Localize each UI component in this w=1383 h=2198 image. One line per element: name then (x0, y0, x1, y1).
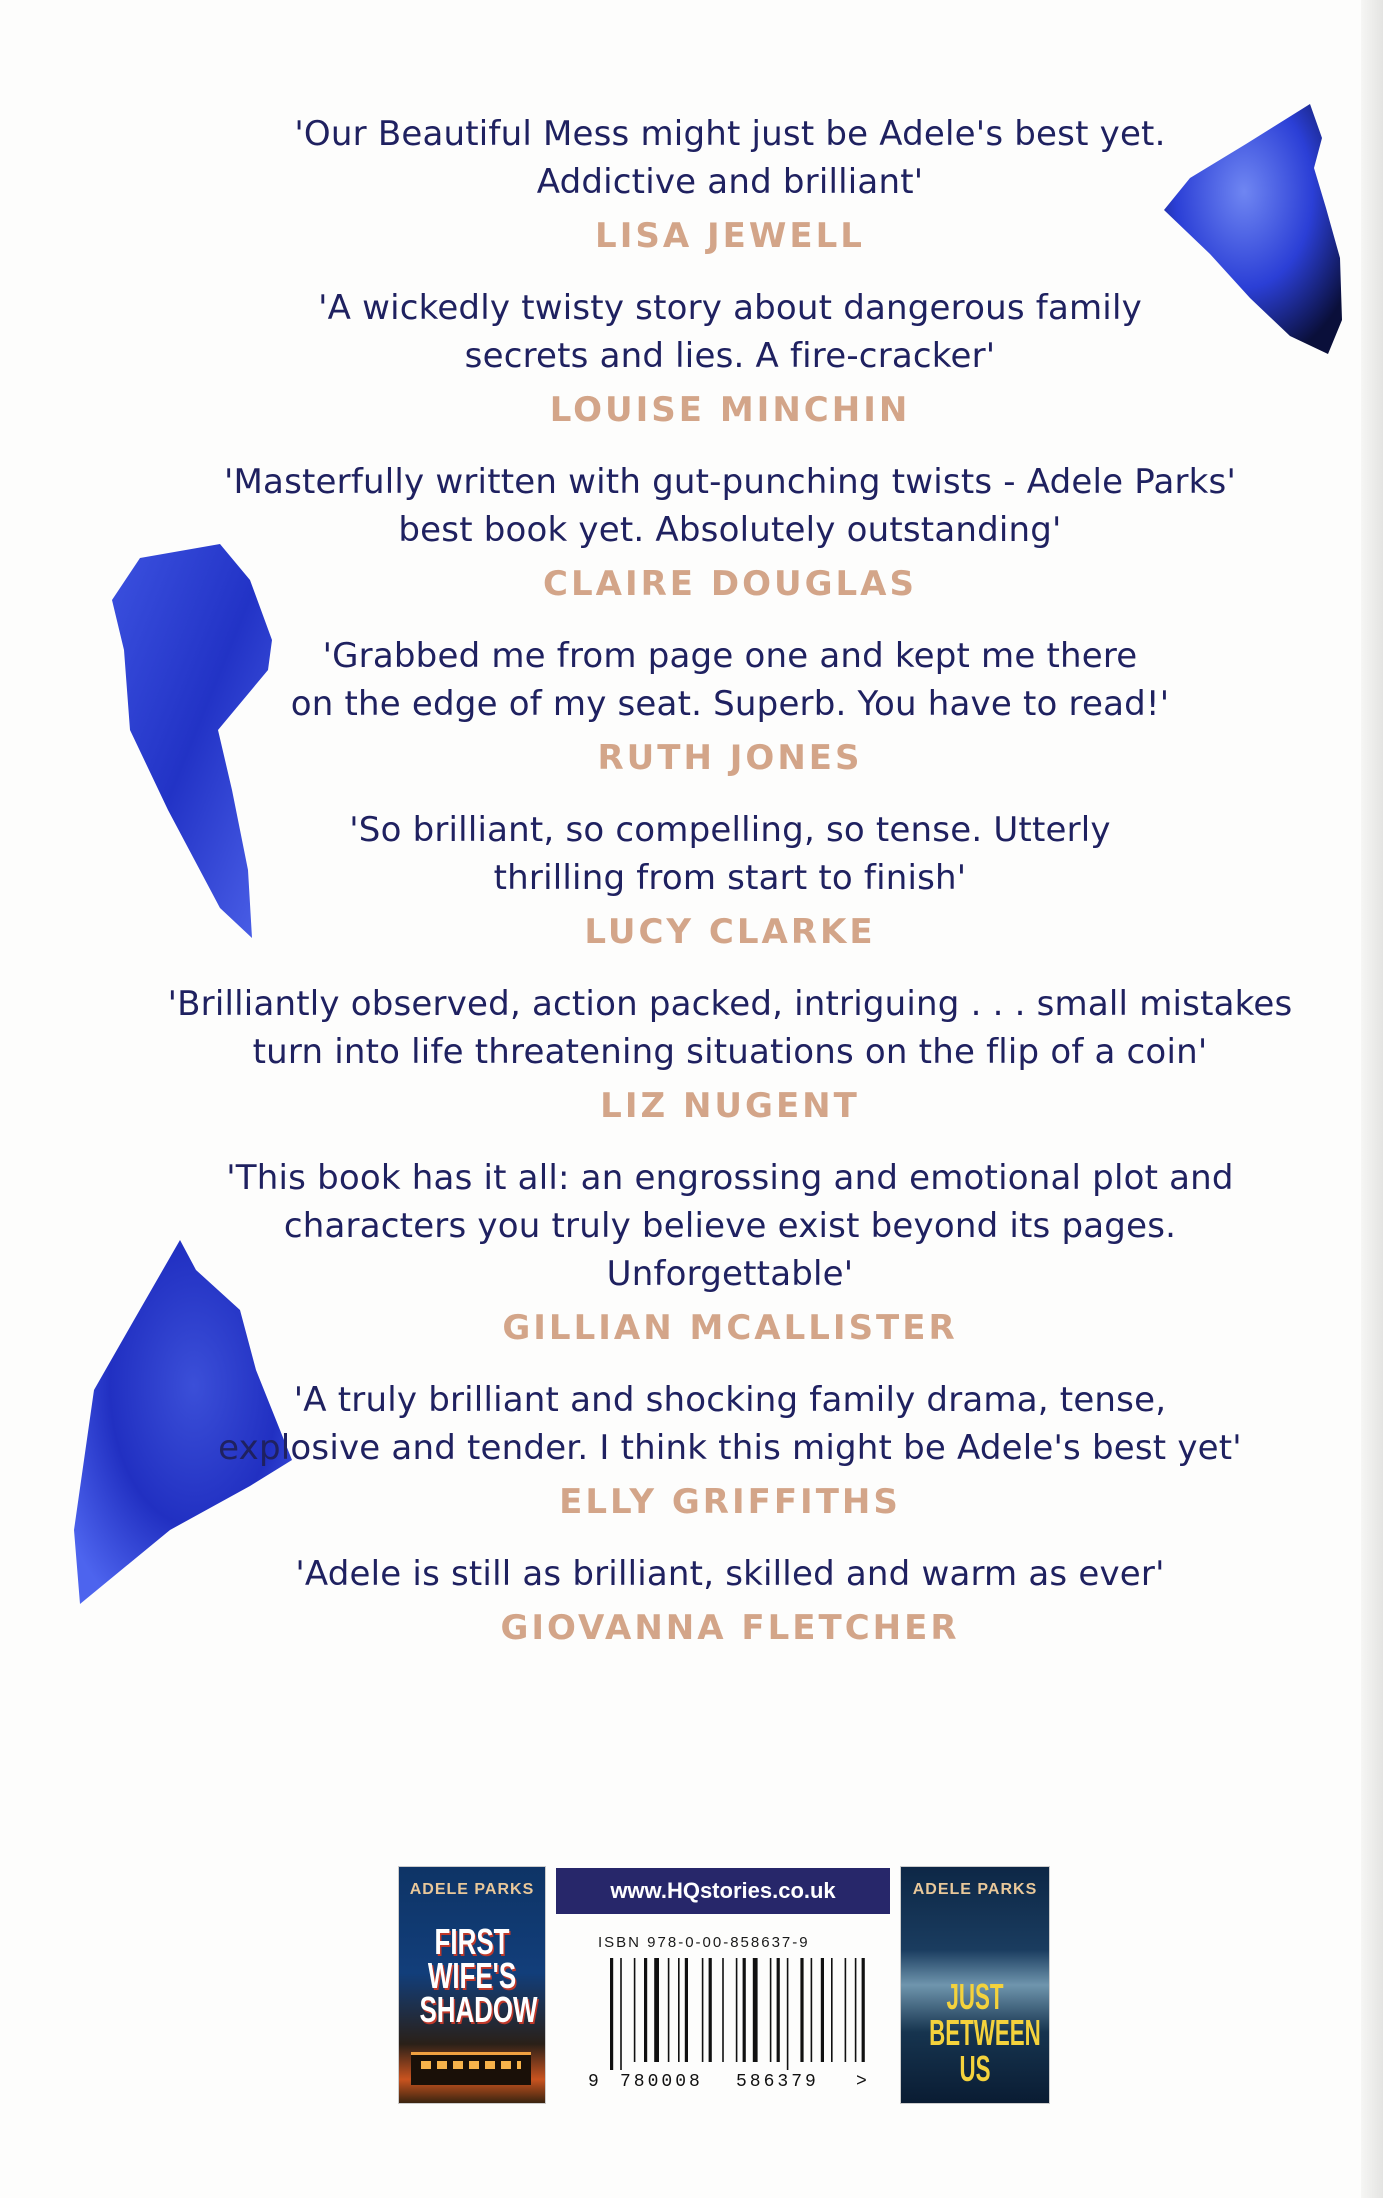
barcode-bar (855, 1958, 857, 2062)
quote-text: 'Grabbed me from page one and kept me there on the edge of my seat. Superb. You have to read!' (290, 636, 1170, 724)
barcode-bar (685, 1958, 688, 2062)
barcode-bar (845, 1958, 847, 2062)
barcode-arrow: > (856, 2072, 867, 2092)
quote-block (150, 1376, 1310, 1526)
barcode-bars (586, 1958, 872, 2092)
barcode-lead-digit: 9 (588, 2072, 599, 2092)
barcode-bar (668, 1958, 670, 2062)
quote-author: GIOVANNA FLETCHER (500, 1608, 960, 1648)
quote-author: LISA JEWELL (595, 216, 865, 256)
barcode-bar (811, 1958, 813, 2062)
barcode-bar (831, 1958, 833, 2062)
quote-block (150, 806, 1310, 956)
quote-author: LIZ NUGENT (600, 1086, 860, 1126)
barcode-bar (709, 1958, 712, 2062)
quote-block (150, 632, 1310, 782)
quote-author: CLAIRE DOUGLAS (543, 564, 917, 604)
barcode-bar (862, 1958, 865, 2062)
cover-author: ADELE PARKS (912, 1881, 1038, 1898)
barcode (586, 1958, 872, 2092)
barcode-left-digits: 780008 (620, 2072, 703, 2092)
back-cover-footer (0, 1866, 1383, 2110)
review-quotes (150, 110, 1310, 1676)
quote-author: ELLY GRIFFITHS (559, 1482, 901, 1522)
quote-block (150, 458, 1310, 608)
barcode-bar (777, 1958, 780, 2062)
barcode-right-digits: 586379 (736, 2072, 819, 2092)
quote-text: 'A wickedly twisty story about dangerous family secrets and lies. A fire-cracker' (318, 288, 1142, 376)
barcode-bar (770, 1958, 772, 2062)
quote-author: RUTH JONES (597, 738, 863, 778)
quote-author: GILLIAN MCALLISTER (502, 1308, 958, 1348)
book-cover-first-wifes-shadow (398, 1866, 546, 2104)
book-cover-just-between-us (900, 1866, 1050, 2104)
quote-block (150, 284, 1310, 434)
isbn-label: ISBN 978-0-00-858637-9 (598, 1934, 810, 1951)
barcode-bar (654, 1958, 659, 2062)
barcode-bar (743, 1958, 746, 2062)
quote-author: LUCY CLARKE (584, 912, 876, 952)
quote-author: LOUISE MINCHIN (549, 390, 911, 430)
barcode-bar (722, 1958, 724, 2062)
house-illustration (411, 2052, 531, 2085)
quote-text: 'Our Beautiful Mess might just be Adele's best yet. Addictive and brilliant' (294, 114, 1166, 202)
barcode-bar (678, 1958, 680, 2062)
quote-text: 'Brilliantly observed, action packed, intriguing . . . small mistakes turn into life threatening situations on the flip of a coin' (167, 984, 1293, 1072)
barcode-bar (736, 1958, 738, 2062)
cover-title: FIRST WIFE'S SHADOW (419, 1921, 538, 2030)
cover-title: JUST BETWEEN US (929, 1976, 1041, 2089)
quote-text: 'So brilliant, so compelling, so tense. Utterly thrilling from start to finish' (349, 810, 1111, 898)
barcode-bar (644, 1958, 647, 2062)
quote-text: 'This book has it all: an engrossing and emotional plot and characters you truly believe exist beyond its pages. Unforgettable' (226, 1158, 1234, 1294)
quote-text: 'A truly brilliant and shocking family drama, tense, explosive and tender. I think this might be Adele's best yet' (218, 1380, 1242, 1468)
quote-block (150, 1550, 1310, 1652)
barcode-bar (753, 1958, 758, 2062)
quote-block (150, 1154, 1310, 1352)
barcode-bar (620, 1958, 622, 2070)
barcode-bar (702, 1958, 704, 2062)
barcode-bar (800, 1958, 803, 2062)
cover-author: ADELE PARKS (409, 1881, 535, 1898)
quote-block (150, 110, 1310, 260)
quote-text: 'Adele is still as brilliant, skilled and warm as ever' (295, 1554, 1165, 1594)
barcode-bar (634, 1958, 636, 2062)
barcode-bar (610, 1958, 613, 2070)
barcode-bar (787, 1958, 789, 2070)
quote-text: 'Masterfully written with gut-punching twists - Adele Parks' best book yet. Absolutely outstanding' (223, 462, 1237, 550)
quote-block (150, 980, 1310, 1130)
barcode-bar (821, 1958, 824, 2062)
website-banner: www.HQstories.co.uk (556, 1868, 890, 1914)
